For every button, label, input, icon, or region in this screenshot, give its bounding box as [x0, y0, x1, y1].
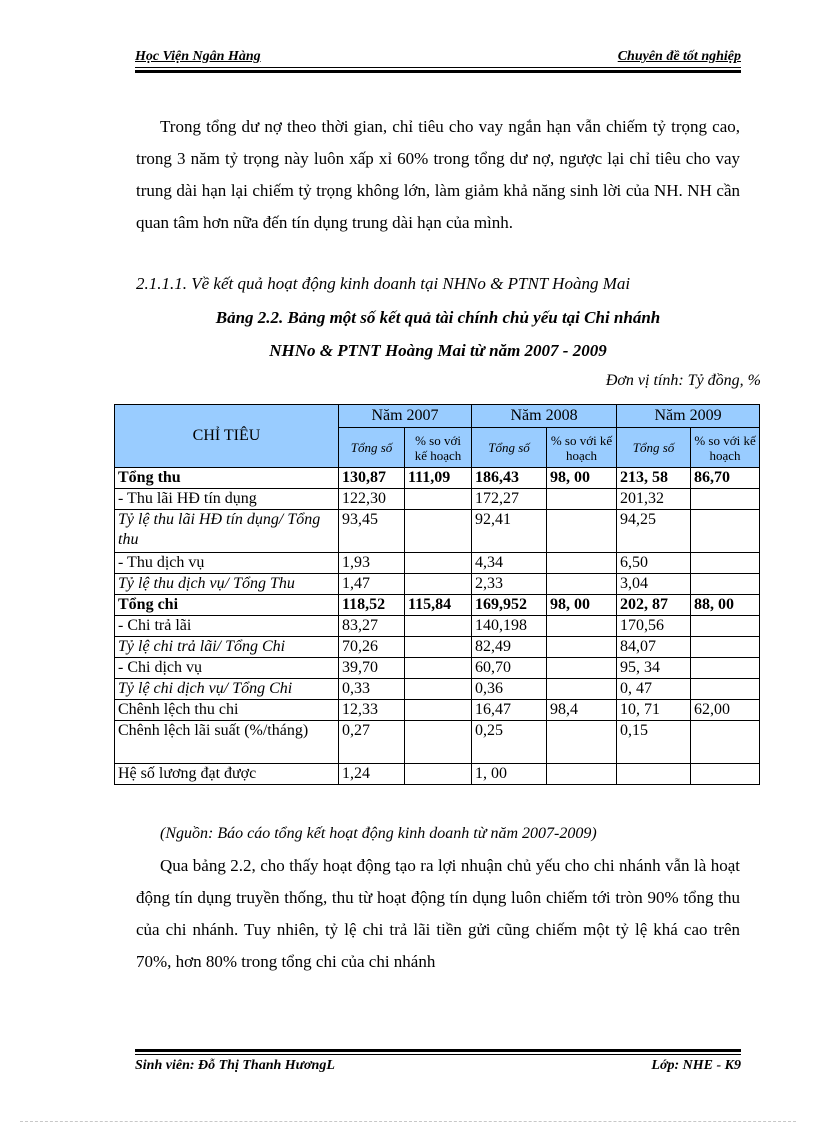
subheader-percent-plan: % so với kế hoạch: [691, 428, 760, 468]
cell-value: 4,34: [472, 553, 547, 574]
cell-value: 140,198: [472, 616, 547, 637]
cell-value: [405, 574, 472, 595]
cell-value: 202, 87: [617, 595, 691, 616]
cell-value: 1,24: [339, 764, 405, 785]
cell-value: 111,09: [405, 468, 472, 489]
table-row: [115, 700, 760, 721]
footer-rule-thick: [135, 1049, 741, 1052]
cell-value: 115,84: [405, 595, 472, 616]
table-header-indicator: CHỈ TIÊU: [115, 405, 339, 468]
row-label: Chênh lệch thu chi: [115, 700, 339, 721]
cell-value: [405, 489, 472, 510]
cell-value: [691, 489, 760, 510]
cell-value: 186,43: [472, 468, 547, 489]
cell-value: 3,04: [617, 574, 691, 595]
table-title-line1: Bảng 2.2. Bảng một số kết quả tài chính chủ yếu tại Chi nhánh: [215, 308, 661, 327]
table-row: [115, 616, 760, 637]
row-label: Tỷ lệ chi dịch vụ/ Tổng Chi: [115, 679, 339, 700]
cell-value: 213, 58: [617, 468, 691, 489]
cell-value: 82,49: [472, 637, 547, 658]
cell-value: [405, 553, 472, 574]
cell-value: 6,50: [617, 553, 691, 574]
row-label: Tỷ lệ thu dịch vụ/ Tổng Thu: [115, 574, 339, 595]
table-row: [115, 764, 760, 785]
cell-value: 2,33: [472, 574, 547, 595]
cell-value: 60,70: [472, 658, 547, 679]
cell-value: 130,87: [339, 468, 405, 489]
row-label: - Chi dịch vụ: [115, 658, 339, 679]
cell-value: [691, 679, 760, 700]
cell-value: 0,36: [472, 679, 547, 700]
row-label: Tỷ lệ thu lãi HĐ tín dụng/ Tổng thu: [115, 510, 339, 553]
cell-value: [547, 764, 617, 785]
cell-value: 39,70: [339, 658, 405, 679]
cell-value: 70,26: [339, 637, 405, 658]
cell-value: [405, 700, 472, 721]
cell-value: 169,952: [472, 595, 547, 616]
cell-value: 98,4: [547, 700, 617, 721]
cell-value: 0, 47: [617, 679, 691, 700]
page-footer: [135, 1049, 741, 1075]
subheader-total: Tổng số: [339, 428, 405, 468]
table-row: [115, 489, 760, 510]
cell-value: [405, 679, 472, 700]
row-label: - Thu lãi HĐ tín dụng: [115, 489, 339, 510]
table-title-line2: NHNo & PTNT Hoàng Mai từ năm 2007 - 2009: [269, 341, 607, 360]
cell-value: 0,25: [472, 721, 547, 764]
table-header-year-2009: Năm 2009: [617, 405, 760, 428]
cell-value: 1, 00: [472, 764, 547, 785]
table-row: [115, 574, 760, 595]
cell-value: 172,27: [472, 489, 547, 510]
cell-value: [405, 764, 472, 785]
subheader-total: Tổng số: [472, 428, 547, 468]
table-row: [115, 721, 760, 764]
cell-value: [691, 658, 760, 679]
cell-value: 94,25: [617, 510, 691, 553]
cell-value: [617, 764, 691, 785]
cell-value: [547, 637, 617, 658]
cell-value: [547, 510, 617, 553]
table-row: [115, 468, 760, 489]
table-header-year-2008: Năm 2008: [472, 405, 617, 428]
cell-value: [547, 489, 617, 510]
cell-value: 10, 71: [617, 700, 691, 721]
row-label: - Thu dịch vụ: [115, 553, 339, 574]
cell-value: [691, 764, 760, 785]
cell-value: [691, 616, 760, 637]
cell-value: 0,27: [339, 721, 405, 764]
cell-value: [547, 658, 617, 679]
cell-value: 83,27: [339, 616, 405, 637]
cell-value: [691, 637, 760, 658]
cell-value: 62,00: [691, 700, 760, 721]
row-label: Tổng thu: [115, 468, 339, 489]
subheader-percent-plan: % so với kế hoạch: [405, 428, 472, 468]
cell-value: [547, 616, 617, 637]
page-bottom-divider: [20, 1121, 796, 1122]
cell-value: 98, 00: [547, 595, 617, 616]
subheader-percent-plan: % so với kế hoạch: [547, 428, 617, 468]
row-label: Tỷ lệ chi trả lãi/ Tổng Chi: [115, 637, 339, 658]
cell-value: 95, 34: [617, 658, 691, 679]
row-label: Chênh lệch lãi suất (%/tháng): [115, 721, 339, 764]
cell-value: [691, 574, 760, 595]
table-row: [115, 658, 760, 679]
row-label: Hệ số lương đạt được: [115, 764, 339, 785]
header-rule-thick: [135, 70, 741, 73]
cell-value: 88, 00: [691, 595, 760, 616]
cell-value: 0,15: [617, 721, 691, 764]
footer-student: Sinh viên: Đỗ Thị Thanh HươngL: [135, 1058, 335, 1073]
header-document-type: Chuyên đề tốt nghiệp: [617, 49, 741, 64]
table-row: [115, 553, 760, 574]
cell-value: 118,52: [339, 595, 405, 616]
cell-value: 92,41: [472, 510, 547, 553]
paragraph-analysis: Qua bảng 2.2, cho thấy hoạt động tạo ra lợi nhuận chủ yếu cho chi nhánh vẫn là hoạt động tín dụng truyền thống, thu từ hoạt động tín dụng luôn chiếm tới tròn 90% tổng thu của chi nhánh. Tuy nhiên, tỷ lệ chi trả lãi tiền gửi cũng chiếm một tỷ lệ khá cao trên 70%, hơn 80% trong tổng chi của chi nhánh: [136, 856, 740, 971]
cell-value: [547, 721, 617, 764]
cell-value: 12,33: [339, 700, 405, 721]
table-row: [115, 595, 760, 616]
financial-results-table: [114, 404, 760, 785]
table-source-note: (Nguồn: Báo cáo tổng kết hoạt động kinh doanh từ năm 2007-2009): [160, 825, 597, 842]
table-row: [115, 679, 760, 700]
cell-value: 0,33: [339, 679, 405, 700]
cell-value: [691, 510, 760, 553]
page-header: [135, 49, 741, 71]
footer-class: Lớp: NHE - K9: [651, 1058, 741, 1073]
cell-value: [547, 679, 617, 700]
footer-rule-thin: [135, 1054, 741, 1055]
cell-value: [405, 658, 472, 679]
cell-value: 98, 00: [547, 468, 617, 489]
cell-value: [547, 574, 617, 595]
cell-value: [405, 510, 472, 553]
cell-value: [405, 616, 472, 637]
section-heading: 2.1.1.1. Về kết quả hoạt động kinh doanh tại NHNo & PTNT Hoàng Mai: [136, 274, 631, 293]
cell-value: [405, 637, 472, 658]
unit-note: Đơn vị tính: Tỷ đồng, %: [605, 372, 761, 389]
table-row: [115, 637, 760, 658]
cell-value: 170,56: [617, 616, 691, 637]
cell-value: [547, 553, 617, 574]
header-institution: Học Viện Ngân Hàng: [135, 49, 261, 64]
row-label: - Chi trả lãi: [115, 616, 339, 637]
cell-value: 16,47: [472, 700, 547, 721]
table-header-year-2007: Năm 2007: [339, 405, 472, 428]
cell-value: [691, 553, 760, 574]
cell-value: 122,30: [339, 489, 405, 510]
cell-value: 1,93: [339, 553, 405, 574]
cell-value: 86,70: [691, 468, 760, 489]
subheader-total: Tổng số: [617, 428, 691, 468]
cell-value: 93,45: [339, 510, 405, 553]
paragraph-loan-structure: Trong tổng dư nợ theo thời gian, chỉ tiêu cho vay ngắn hạn vẫn chiếm tỷ trọng cao, trong 3 năm tỷ trọng này luôn xấp xỉ 60% trong tổng dư nợ, ngược lại chỉ tiêu cho vay trung dài hạn lại chiếm tỷ trọng không lớn, làm giảm khả năng sinh lời của NH. NH cần quan tâm hơn nữa đến tín dụng trung dài hạn của mình.: [136, 117, 740, 232]
header-rule-thin: [135, 67, 741, 68]
cell-value: [691, 721, 760, 764]
row-label: Tổng chi: [115, 595, 339, 616]
cell-value: 1,47: [339, 574, 405, 595]
cell-value: 201,32: [617, 489, 691, 510]
cell-value: 84,07: [617, 637, 691, 658]
cell-value: [405, 721, 472, 764]
table-row: [115, 510, 760, 553]
